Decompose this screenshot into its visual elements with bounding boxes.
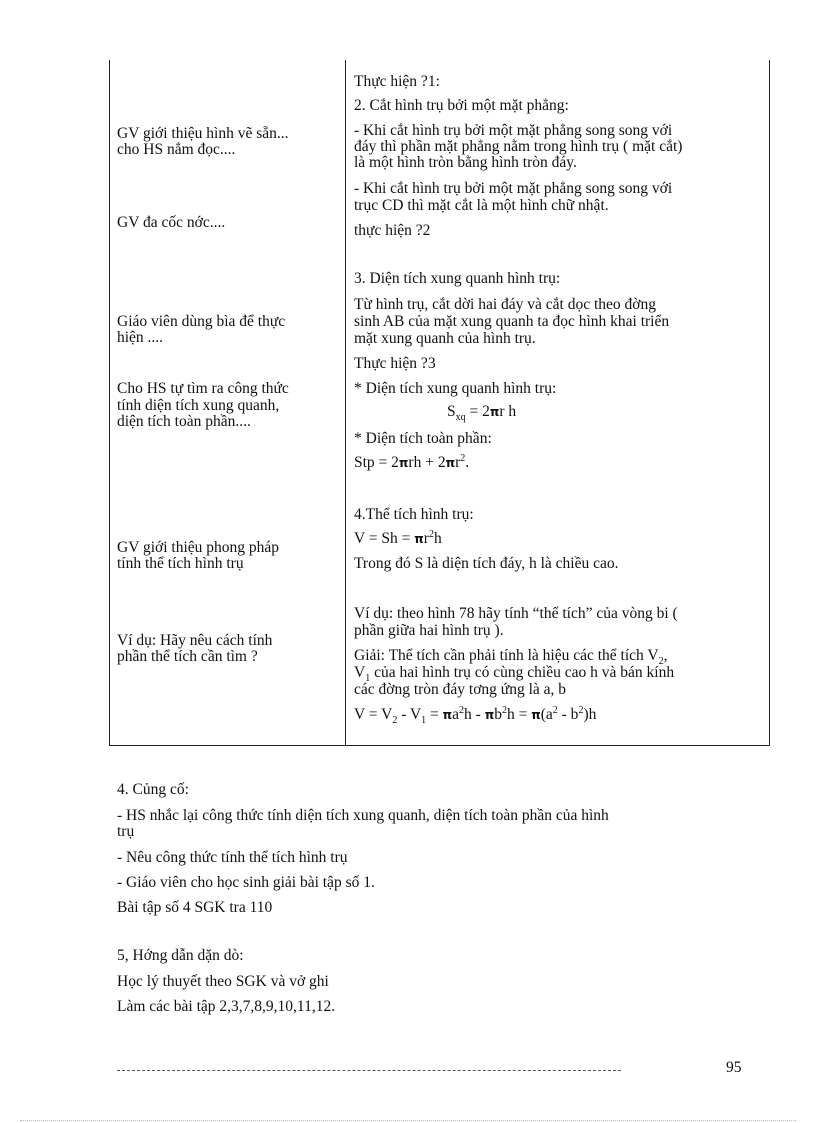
content-line: các đờng tròn đáy tơng ứng là a, b xyxy=(354,681,567,698)
content-line: Thực hiện ?1: xyxy=(354,73,440,90)
teacher-activity-line: Cho HS tự tìm ra công thức xyxy=(117,380,289,397)
content-line: thực hiện ?2 xyxy=(354,222,431,239)
teacher-activity-line: GV giới thiệu phong pháp xyxy=(117,539,280,556)
table-bottom-border xyxy=(109,745,770,746)
teacher-activity-line: Ví dụ: Hãy nêu cách tính xyxy=(117,632,273,649)
teacher-activity-line: hiện .... xyxy=(117,329,164,346)
table-left-border xyxy=(109,60,110,746)
content-line: 4.Thể tích hình trụ: xyxy=(354,506,474,523)
body-line: - HS nhắc lại công thức tính diện tích xung quanh, diện tích toàn phần của hình xyxy=(117,807,609,824)
total-area-formula: Stp = $2\pi rh + 2\pi r^2$. xyxy=(354,452,470,471)
section-heading: 4. Củng cố: xyxy=(117,781,189,798)
page-number: 95 xyxy=(726,1059,742,1076)
teacher-activity-line: phần thể tích cần tìm ? xyxy=(117,648,258,665)
teacher-activity-line: GV đa cốc nớc.... xyxy=(117,214,226,231)
pi-symbol: π xyxy=(484,708,495,722)
content-line: $V_1$ của hai hình trụ có cùng chiều cao h và bán kính xyxy=(354,664,675,685)
content-line: 3. Diện tích xung quanh hình trụ: xyxy=(354,270,561,287)
pi-symbol: π xyxy=(442,708,453,722)
content-line: 2. Cắt hình trụ bởi một mặt phẳng: xyxy=(354,97,569,114)
table-right-border xyxy=(769,60,770,746)
pi-symbol: π xyxy=(445,456,456,470)
body-line: Học lý thuyết theo SGK và vở ghi xyxy=(117,973,329,990)
content-line: Giải: Thể tích cần phải tính là hiệu các thể tích $V_2$, xyxy=(354,647,668,668)
content-line: - Khi cắt hình trụ bởi một mặt phẳng song song với xyxy=(354,122,673,139)
volume-difference-formula: $V = V_2 - V_1 = \pi a^2h - \pi b^2h = \pi(a^2 - b^2)h$ xyxy=(354,704,597,727)
body-line: - Nêu công thức tính thể tích hình trụ xyxy=(117,849,348,866)
teacher-activity-line: GV giới thiệu hình vẽ sẵn... xyxy=(117,125,289,142)
content-line: Từ hình trụ, cắt dời hai đáy và cắt dọc theo đờng xyxy=(354,296,656,313)
teacher-activity-line: diện tích toàn phần.... xyxy=(117,413,251,430)
body-line: - Giáo viên cho học sinh giải bài tập số 1. xyxy=(117,874,375,891)
teacher-activity-line: Giáo viên dùng bìa để thực xyxy=(117,313,286,330)
lateral-area-formula: $S_{xq} = 2\pi r$ h xyxy=(447,403,517,424)
volume-formula: $V = Sh = \pi r^2h$ xyxy=(354,528,442,547)
content-line: trục CD thì mặt cắt là một hình chữ nhật. xyxy=(354,197,609,214)
footer-dashed-rule xyxy=(117,1070,621,1071)
content-line: Trong đó S là diện tích đáy, h là chiều cao. xyxy=(354,555,619,572)
pi-symbol: π xyxy=(489,405,500,419)
content-line: Ví dụ: theo hình 78 hãy tính “thể tích” của vòng bi ( xyxy=(354,605,678,622)
content-line: * Diện tích xung quanh hình trụ: xyxy=(354,380,557,397)
pi-symbol: π xyxy=(398,456,409,470)
teacher-activity-line: tính diện tích xung quanh, xyxy=(117,397,280,414)
content-line: mặt xung quanh của hình trụ. xyxy=(354,330,536,347)
content-line: phần giữa hai hình trụ ). xyxy=(354,622,504,639)
content-line: sinh AB của mặt xung quanh ta đọc hình khai triển xyxy=(354,313,670,330)
teacher-activity-line: tính thể tích hình trụ xyxy=(117,555,244,572)
body-line: Bài tập số 4 SGK tra 110 xyxy=(117,899,273,916)
body-line: trụ xyxy=(117,823,135,840)
teacher-activity-line: cho HS nắm đọc.... xyxy=(117,141,236,158)
pi-symbol: π xyxy=(414,532,424,546)
content-line: đáy thì phần mặt phẳng nằm trong hình trụ ( mặt cắt) xyxy=(354,138,683,155)
body-line: Làm các bài tập 2,3,7,8,9,10,11,12. xyxy=(117,998,336,1015)
section-heading: 5, Hớng dẫn dặn dò: xyxy=(117,947,244,964)
content-line: * Diện tích toàn phần: xyxy=(354,430,492,447)
content-line: - Khi cắt hình trụ bởi một mặt phẳng song song với xyxy=(354,180,673,197)
page-edge-dotted-line xyxy=(20,1120,796,1121)
content-line: Thực hiện ?3 xyxy=(354,355,436,372)
pi-symbol: π xyxy=(531,708,541,722)
content-line: là một hình tròn bằng hình tròn đáy. xyxy=(354,154,577,171)
table-column-divider xyxy=(345,60,346,746)
